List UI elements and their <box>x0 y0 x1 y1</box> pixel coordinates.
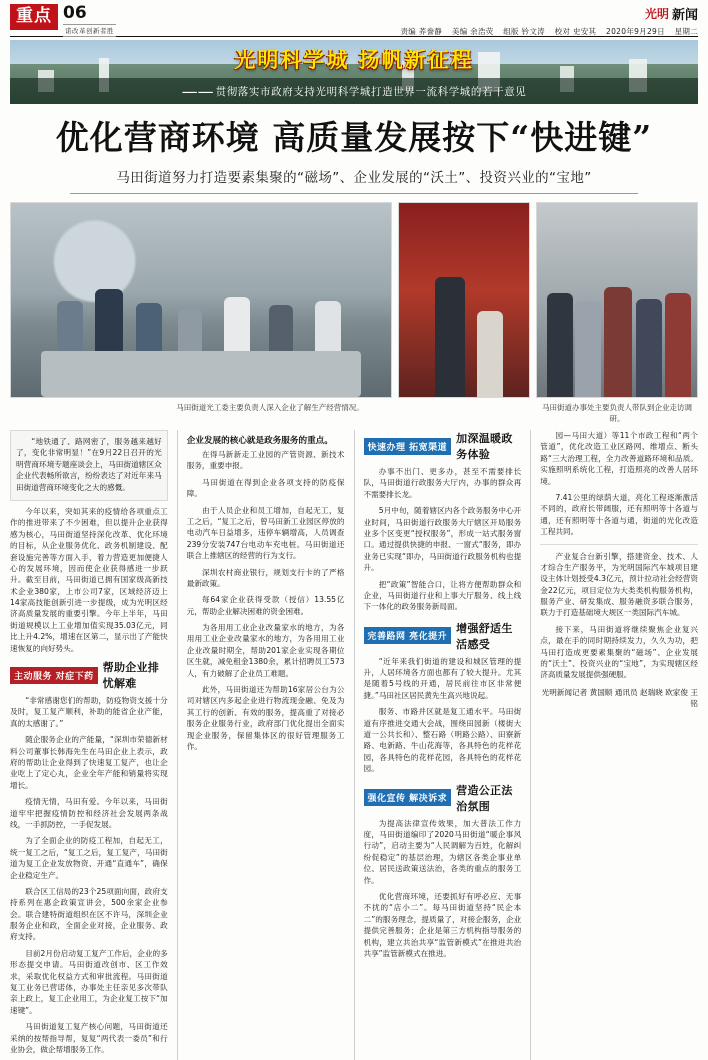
photo-person <box>665 293 691 397</box>
column4-divider <box>540 544 698 545</box>
headline-divider <box>70 193 638 194</box>
section-title: 帮助企业排忧解难 <box>102 661 160 691</box>
column1-s1-paragraph-3: 为了全面企业的防疫工程加，自起无工，统一复工之后，“复工之后，复工复产，马田街道为复工企业发放物资、开通“直通车”，确保企业稳定生产。 <box>10 836 168 880</box>
section-tag: 强化宣传 解决诉求 <box>364 789 452 806</box>
column1-s1-paragraph-4: 联合区工信局的23个25项面向面，政府支持系列在惠企政策宣讲会，500余家企业参会。联合建特街道组织在区不许马，深圳企业服务企业和政，全面企业对接，企业服务、政府支持。 <box>10 886 168 942</box>
column-1 <box>10 430 168 1060</box>
column3-s1-paragraph-2: 把“政策”智能合口，让将方便帮助群众和企业，马田街道行业和上事大厅服务、线上线下一体化的政务服务新局面。 <box>363 579 522 612</box>
column-3 <box>354 430 522 1060</box>
section-header-main-service <box>10 659 168 691</box>
logo-right-text: 新闻 <box>671 8 698 23</box>
column4-paragraph-1: 7.41公里的绿荫大道，亮化工程逐渐激活不同的，政府长带阔服，还有照明等十各道与通，还有照明等十各道与通，街道的光化改造工程共同。 <box>540 492 698 537</box>
column1-s1-paragraph-6: 马田街道复工复产核心问题，马田街道还采纳的按帮指导帮，复复“两代表一委员”和行业协会，做企帮增服务工作。 <box>10 1022 168 1054</box>
newspaper-logo <box>394 4 699 23</box>
page-number: 06 <box>63 3 87 23</box>
column1-s1-paragraph-0: “非常感谢您们的帮助，防疫物资支援十分及时，复工复产顺利，补助的能省企业产能，真的太感谢了。” <box>10 696 168 728</box>
credit-2: 组版 钤文涛 <box>503 27 545 36</box>
section-title: 加深温暖政务体验 <box>456 432 513 461</box>
credit-1: 美编 余浩荧 <box>451 27 494 36</box>
column2-paragraph-1: 马田街道在得到企业各项支持的防疫保障。 <box>186 477 345 499</box>
masthead-right <box>394 4 699 37</box>
column2-paragraph-4: 每64家企业获得受款（授信）13.55亿元，帮助企业解决困难的资金困难。 <box>186 595 345 616</box>
column3-s1-paragraph-1: 5月中旬，随着辖区内各个政务服务中心开业时间，马田街道行政服务大厅辖区开局服务业多个区变更“授权服务”，形成一站式服务窗口。通过提供快捷的申报、一窗式“服务，即办业务已实现“即办，马田街道行政服务机构也提升。 <box>363 506 522 573</box>
section-title: 增强舒适生活感受 <box>456 621 513 651</box>
photo-person <box>604 287 632 397</box>
section-tag: 快速办理 拓宽渠道 <box>364 438 452 455</box>
column3-s3-paragraph-1: 优化营商环境，还要抓好有呼必应、无事不扰的“店小二”。每马田街道坚持“民企本二”的服务理念，提质量了，对接企服务，企业提供完善服务；企业是第三方机构指导服务的机构，建立共治共享“监管新模式”在推进共治共享”监管新模式在推进。 <box>363 891 522 958</box>
photo-person <box>477 311 503 397</box>
column2-subhead: 企业发展的核心就是政务服务的重点。 <box>186 436 333 446</box>
section-tag: 完善路网 亮化提升 <box>364 627 452 644</box>
section-header-fast-service <box>364 430 522 462</box>
article-columns <box>10 430 698 1060</box>
section-sublabel: 诺改革创新者胜 <box>63 24 116 37</box>
section-tag: 主动服务 对症下药 <box>10 667 98 684</box>
column2-paragraph-6: 此外，马田街道还为帮助16家居公台为公司对辖区内多起企业进行物流现金融、免及为其工行的创新、有效的服务，提高重了对接必服务企业服务行业，政府部门优化提出全面实现企业服务，保留集体区的很好管理服务工作。 <box>186 685 345 751</box>
column3-s2-paragraph-1: 服务、市路并区就是复工通水平。马田街道有序推进交通大会战，围绕田园新（楼街大道一公共长和）、整石路（明路公路）、田寮新路、电新路、牛山花海等，各具特色的花样花园，各具特色的花样花园，各具特色的花样花园。 <box>363 707 522 774</box>
column3-s1-paragraph-0: 办事不出门、更多办，甚至不需要排长队，马田街道行政服务大厅内，办事的群众再不需要排长龙。 <box>363 467 522 499</box>
column4-paragraph-0: 园—马田大道）等11个市政工程和“两个管道”，优化改造工业区路网、维增点、断头路“三大治理工程，全力改善道路环境和品质。实施照明系统化工程，打造照亮的改善人居环境。 <box>540 431 698 486</box>
column3-s2-paragraph-0: “近年来我们街道的建设和城区管理的提升，人居环境各方面也都有了较大提升。尤其是随着5号线的开通，居民前往市区非常便捷。”马田社区居民黄先生高兴地说起。 <box>363 656 522 700</box>
masthead-credits <box>394 26 699 37</box>
column1-s1-paragraph-5: 目前2月份启动复工复产工作后，企业的多形态提交申请。马田街道改创市、区工作效求，采取优化权益方式和审批流程。马田街道复工业务已营诺体，办事处主任亲见多次带队亲上政上，复工企业用工，为企业复工按下“加速键”。 <box>10 948 168 1015</box>
article-lead <box>10 430 168 501</box>
banner-subtitle-strip <box>10 78 698 104</box>
column2-paragraph-0: 在得马新新走工业园的产管资源、新技术服务，重要申报。 <box>186 450 345 471</box>
credit-0: 责编 荞誊静 <box>400 27 443 36</box>
banner-title: 光明科学城 扬帆新征程 <box>234 48 474 72</box>
photo-row <box>10 202 698 398</box>
photo-person <box>547 293 573 397</box>
column3-s3-paragraph-0: 为提高法律宣传效果，加大普法工作力度，马田街道编印了2020马田街道“暖企事风行动”，启动主要为“人民调解为百姓，化解纠纷促稳定”的基层治理，为辖区各类企事业单位、居民送政策送法治，各类的重点的服务工作。 <box>363 818 522 885</box>
publish-date: 2020年9月29日 <box>606 27 665 36</box>
section-header-legal <box>364 782 522 814</box>
section-badge: 重点 <box>10 4 58 30</box>
lead-paragraph: “地铁通了、路网密了，服务越来越好了，变化非常明显！”在9月22日召开的光明营商环境专题座谈会上，马田街道辖区众企业代表畅所欲言，纷纷表达了对近年来马田街道营商环境变化之大的感慨。 <box>16 437 162 492</box>
photo-company-visit <box>536 202 698 398</box>
banner-subtitle: 贯彻落实市政府支持光明科学城打造世界一流科学城的若干意见 <box>215 85 527 98</box>
publish-weekday: 星期二 <box>674 27 698 36</box>
column-2 <box>177 430 345 1060</box>
column2-paragraph-3: 深圳农村商业银行，规划支行卡的了严格最新政策。 <box>186 567 345 588</box>
column2-paragraph-2: 由于人员企业和员工增加，自起无工，复工之后，“复工之后，曾马田新工业园区停放的电动汽车日益增多，违停车辆增高，人员调查239分安装747台电动车充电桩。马田街道还联合上推辖区的经营的行为支行。 <box>186 505 345 561</box>
banner-image <box>10 40 698 104</box>
column1-paragraph-0: 今年以来，突如其来的疫情给各项重点工作的推进带来了不少困难，但以提升企业获得感为核心，马田街道坚持深化改革、优化环境的目标，从企业服务优化、政务机制建设、配套设施完善等方面入手，着力营造更加便捷人心的发展环境，因而使企业获得感进一步跃升。截至目前，马田街道已拥有国家级高新技术企业380家，上市公司7家，区域经济迈上14家高技能创新引进一步提级，成为光明区经济高质量发展的重要引擎。今年上半年，马田街道规模以上工业增加值实现35.03亿元，同比上升4.2%，增速在区第二，显示出了产能快速恢复的向好势头。 <box>10 506 168 653</box>
photo-machine <box>41 351 360 397</box>
credit-3: 校对 史安其 <box>554 27 597 36</box>
headline-block <box>10 112 698 186</box>
banner-title-wrap <box>10 44 698 74</box>
masthead <box>10 0 698 34</box>
photo-person <box>636 299 662 397</box>
column4-paragraph-3: 接下来，马田街道将继续聚焦企业复兴点，最在手的同时期持续发力，久久为功，把马田打造成更要素集聚的“磁场”、企业发展的“沃土”、投资兴业的“宝地”，为实现辖区经济高质量发展提供强硬服。 <box>540 624 698 680</box>
caption-row <box>10 402 698 424</box>
article-byline: 光明新闻记者 黄国顺 通讯员 赵瑞晓 欧家俊 王铭 <box>541 687 698 708</box>
photo-caption-right: 马田街道办事处主要负责人带队到企业走访调研。 <box>542 403 692 423</box>
photo-person <box>575 301 601 397</box>
photo-red-interior <box>398 202 530 398</box>
column1-s1-paragraph-2: 疫情无情，马田有爱。今年以来，马田街道牢牢把握疫情防控和经济社会发展两条战线，一手抓防控，一手促发展。 <box>10 797 168 829</box>
logo-left-text: 光明 <box>644 7 669 21</box>
section-header-road-network <box>364 620 522 652</box>
section-title: 营造公正法治氛围 <box>456 783 513 813</box>
page-subtitle: 马田街道努力打造要素集聚的“磁场”、企业发展的“沃土”、投资兴业的“宝地” <box>116 170 592 186</box>
page-title: 优化营商环境 高质量发展按下“快进键” <box>55 118 653 157</box>
banner-dash: —— <box>181 81 214 101</box>
column2-paragraph-5: 为各用用工业企业改量家水的地方，为各用用工业企业改量家水的地方，为各用用工业企业改量时期全，帮助201家企业实现各期位区生就，减免租金1380余，累计招聘员工573人，有力破解了企业员工难题。 <box>186 623 345 678</box>
photo-person <box>435 277 465 397</box>
photo-caption-left: 马田街道光工委主要负责人深入企业了解生产经营情况。 <box>176 403 364 412</box>
column1-s1-paragraph-1: 随企服务企业的产能量，“深圳市荣德新材料公司董事长韩海先生在马田企业上表示，政府的帮助让企业得到了快速复工复产，也让企业吃上了定心丸，企业全年产能和销量将实现增长。 <box>10 735 168 790</box>
column4-paragraph-2: 产业复合台新引擎，搭建资金、技术、人才综合生产服务平，为光明国际汽车城项目建设主体计划授受4.3亿元，预计拉动社会经营资金22亿元，项目定位为大类类机构服务机构，服务产业、研发集成、服务融资多联合服务，联力于打造基础境大规区一类国际汽车城。 <box>540 551 698 618</box>
column-4 <box>530 430 698 1060</box>
photo-factory-visit <box>10 202 392 398</box>
